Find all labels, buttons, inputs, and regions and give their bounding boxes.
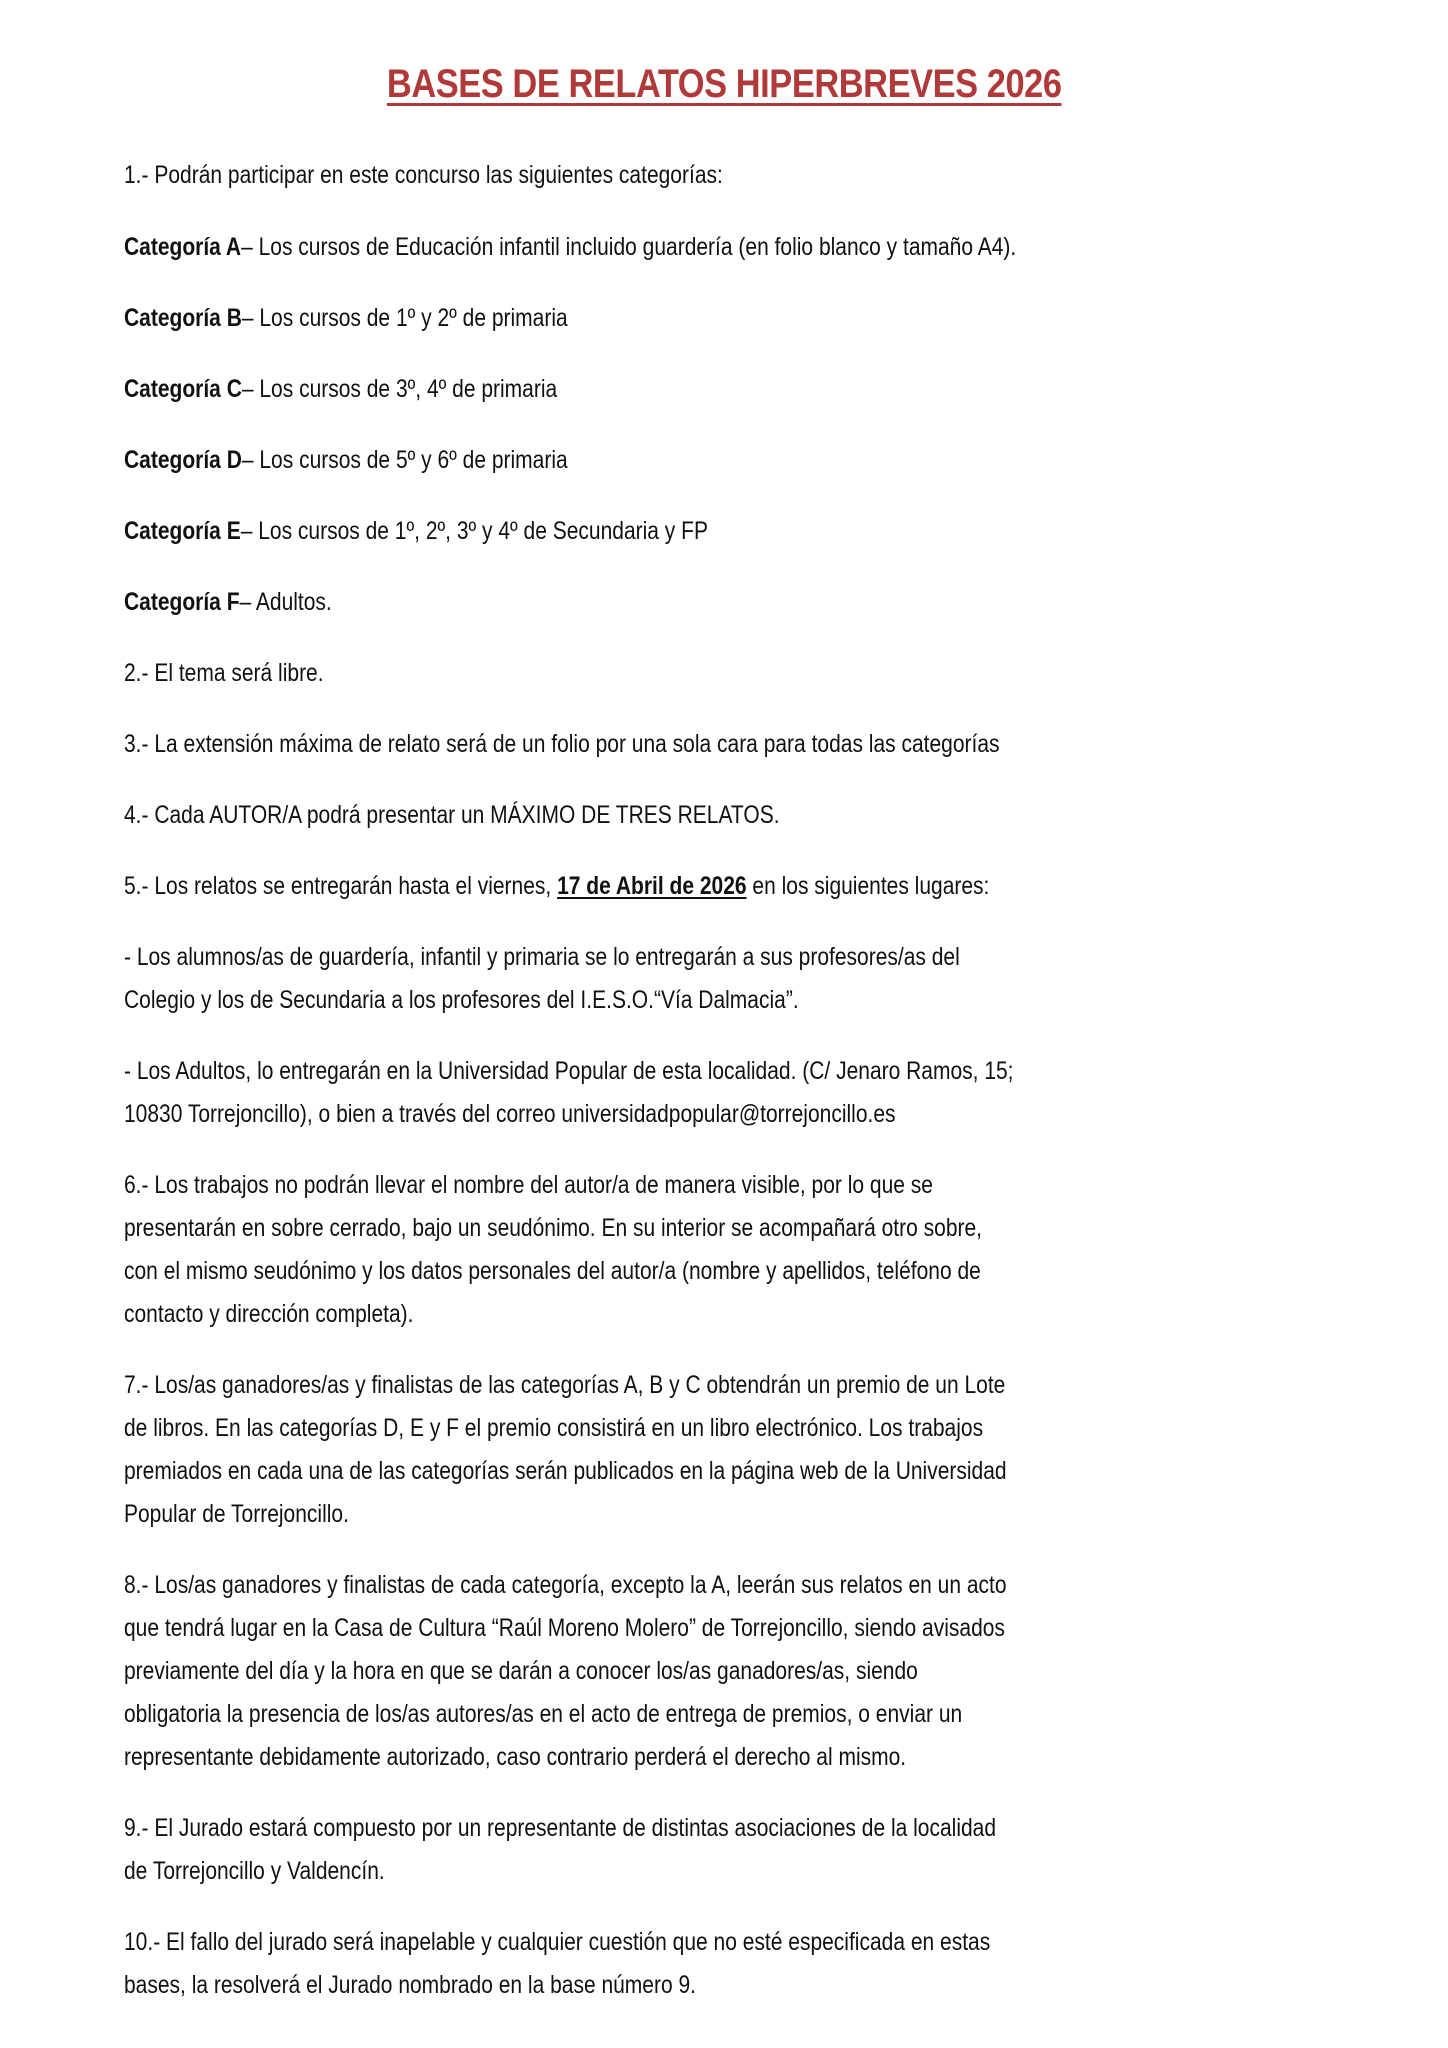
category-a-sep: – bbox=[241, 233, 253, 261]
category-b-sep: – bbox=[241, 304, 254, 332]
rule-8-line-1: 8.- Los/as ganadores y finalistas de cada categoría, excepto la A, leerán sus relatos en un acto bbox=[124, 1571, 1007, 1599]
category-c-label: Categoría C bbox=[124, 375, 242, 403]
rule-7-line-3: premiados en cada una de las categorías serán publicados en la página web de la Universidad bbox=[124, 1457, 1007, 1485]
rule-5-before: 5.- Los relatos se entregarán hasta el viernes, bbox=[124, 872, 558, 900]
rule-5-students-line-1: - Los alumnos/as de guardería, infantil y primaria se lo entregarán a sus profesores/as del bbox=[124, 943, 960, 971]
rule-8-line-5: representante debidamente autorizado, caso contrario perderá el derecho al mismo. bbox=[124, 1743, 907, 1771]
category-d-label: Categoría D bbox=[124, 446, 242, 474]
deadline-date: 17 de Abril de 2026 bbox=[557, 872, 747, 900]
rule-8-line-3: previamente del día y la hora en que se darán a conocer los/as ganadores/as, siendo bbox=[124, 1657, 918, 1685]
category-a-label: Categoría A bbox=[124, 233, 242, 261]
rule-6-line-4: contacto y dirección completa). bbox=[124, 1300, 414, 1328]
category-f bbox=[124, 587, 332, 617]
category-f-label: Categoría F bbox=[124, 588, 240, 616]
category-b bbox=[124, 303, 568, 333]
rule-7-line-1: 7.- Los/as ganadores/as y finalistas de las categorías A, B y C obtendrán un premio de un Lote bbox=[124, 1371, 1006, 1399]
rule-5-students-line-2: Colegio y los de Secundaria a los profesores del I.E.S.O.“Vía Dalmacia”. bbox=[124, 986, 799, 1014]
rule-6-line-3: con el mismo seudónimo y los datos personales del autor/a (nombre y apellidos, teléfono de bbox=[124, 1257, 981, 1285]
rule-5 bbox=[124, 871, 989, 901]
category-a bbox=[124, 232, 1016, 262]
document-title bbox=[0, 62, 1448, 107]
rule-7-line-4: Popular de Torrejoncillo. bbox=[124, 1500, 349, 1528]
category-d bbox=[124, 445, 568, 475]
rule-8-line-2: que tendrá lugar en la Casa de Cultura “Raúl Moreno Molero” de Torrejoncillo, siendo avisados bbox=[124, 1614, 1005, 1642]
rule-3: 3.- La extensión máxima de relato será de un folio por una sola cara para todas las categorías bbox=[124, 730, 1000, 758]
category-c bbox=[124, 374, 557, 404]
rule-4: 4.- Cada AUTOR/A podrá presentar un MÁXIMO DE TRES RELATOS. bbox=[124, 801, 780, 829]
rule-8-line-4: obligatoria la presencia de los/as autores/as en el acto de entrega de premios, o enviar un bbox=[124, 1700, 963, 1728]
rule-9-line-2: de Torrejoncillo y Valdencín. bbox=[124, 1857, 385, 1885]
category-f-text: Adultos. bbox=[251, 588, 332, 616]
rule-10-line-2: bases, la resolverá el Jurado nombrado en la base número 9. bbox=[124, 1971, 697, 1999]
category-e-sep: – bbox=[240, 517, 253, 545]
rule-6-line-2: presentarán en sobre cerrado, bajo un seudónimo. En su interior se acompañará otro sobre, bbox=[124, 1214, 983, 1242]
rule-5-after: en los siguientes lugares: bbox=[746, 872, 990, 900]
rule-2: 2.- El tema será libre. bbox=[124, 659, 324, 687]
category-e-label: Categoría E bbox=[124, 517, 241, 545]
rule-5-adults-line-1: - Los Adultos, lo entregarán en la Universidad Popular de esta localidad. (C/ Jenaro Ramos, 15; bbox=[124, 1057, 1014, 1085]
category-c-sep: – bbox=[241, 375, 254, 403]
rule-10-line-1: 10.- El fallo del jurado será inapelable y cualquier cuestión que no esté especificada en estas bbox=[124, 1928, 991, 1956]
category-d-sep: – bbox=[241, 446, 254, 474]
category-b-label: Categoría B bbox=[124, 304, 242, 332]
document-title-text: BASES DE RELATOS HIPERBREVES 2026 bbox=[386, 62, 1062, 106]
category-c-text: Los cursos de 3º, 4º de primaria bbox=[253, 375, 558, 403]
category-f-sep: – bbox=[239, 588, 252, 616]
category-a-text: Los cursos de Educación infantil incluido guardería (en folio blanco y tamaño A4). bbox=[252, 233, 1017, 261]
rule-1-intro: 1.- Podrán participar en este concurso las siguientes categorías: bbox=[124, 161, 723, 189]
category-b-text: Los cursos de 1º y 2º de primaria bbox=[253, 304, 568, 332]
category-e-text: Los cursos de 1º, 2º, 3º y 4º de Secundaria y FP bbox=[252, 517, 708, 545]
rule-9-line-1: 9.- El Jurado estará compuesto por un representante de distintas asociaciones de la localidad bbox=[124, 1814, 997, 1842]
rule-7-line-2: de libros. En las categorías D, E y F el premio consistirá en un libro electrónico. Los trabajos bbox=[124, 1414, 984, 1442]
rule-5-adults-line-2: 10830 Torrejoncillo), o bien a través del correo universidadpopular@torrejoncillo.es bbox=[124, 1100, 896, 1128]
rule-6-line-1: 6.- Los trabajos no podrán llevar el nombre del autor/a de manera visible, por lo que se bbox=[124, 1171, 933, 1199]
category-d-text: Los cursos de 5º y 6º de primaria bbox=[253, 446, 568, 474]
category-e bbox=[124, 516, 708, 546]
